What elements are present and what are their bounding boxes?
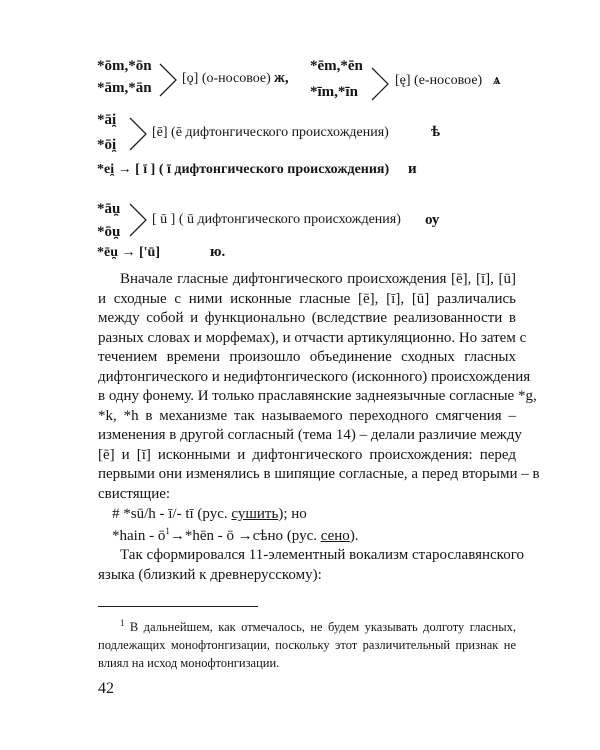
text-line: свистящие:	[98, 485, 171, 502]
text-line: Вначале гласные дифтонгического происхождения [ē], [ī], [ū]	[120, 271, 516, 287]
scheme-r2-b: *ōi̯	[97, 137, 117, 153]
scheme-r5-glyph: ю.	[210, 244, 226, 260]
scheme-r4-glyph: оу	[425, 212, 440, 228]
scheme-r2-glyph: ѣ	[431, 124, 441, 140]
scheme-r1-left-a: *ōm,*ōn	[97, 58, 152, 74]
text-line: [ē] и [ī] исконными и дифтонгического происхождения: перед	[98, 446, 516, 463]
paragraph-second	[98, 546, 524, 585]
text-line: течением времени произошло объединение сходных гласных	[98, 349, 516, 365]
scheme-r1-right-a: *ēm,*ēn	[310, 58, 363, 74]
scheme-r1-left-b: *ām,*ān	[97, 80, 152, 96]
text-line: в одну фонему. И только праславянские заднеязычные согласные *g,	[98, 388, 537, 404]
scheme-r1-right-b: *īm,*īn	[310, 84, 358, 100]
scheme-r2-text: [ē] (ē дифтонгического происхождения)	[152, 125, 389, 140]
example-2-ref: (рус.	[286, 528, 318, 544]
example-1-tail: ); но	[278, 506, 307, 522]
text-line: дифтонгического и недифтонгического (исконного) происхождения	[98, 368, 531, 385]
example-1-word: сушить	[231, 506, 279, 522]
text-line: первыми они изменялись в шипящие согласные, а перед вторыми – в	[98, 466, 540, 482]
example-1-ref: (рус.	[197, 506, 228, 522]
example-2	[112, 526, 359, 545]
text-line: языка (близкий к древнерусскому):	[98, 566, 322, 583]
scheme-r3-glyph: и	[408, 161, 417, 177]
scheme-r1-right-glyph: ѧ	[493, 72, 501, 88]
text-line: между собой и функционально (вследствие реализованности в	[98, 310, 516, 326]
example-2-footnote-ref: 1	[165, 526, 170, 536]
example-1	[112, 506, 307, 523]
example-2-prefix: *hain - ō	[112, 528, 166, 544]
example-1-prefix: # *sū/h - ī/- tī	[112, 506, 194, 522]
scheme-r3-text: *ei̯ → [ ī ] ( ī дифтонгического происхождения)	[97, 162, 390, 177]
footnote-line: влиял на исход монофтонгизации.	[98, 656, 280, 671]
example-2-mid: →*hēn - ō →сѣно	[169, 528, 284, 544]
scheme-r1-mid-glyph: ж,	[274, 70, 289, 86]
example-2-word: сено	[320, 528, 350, 544]
scheme-r1-mid: [ǫ] (о-носовое)	[182, 71, 271, 86]
text-line: разных словах и морфемах), и отчасти артикуляционно. Но затем с	[98, 329, 527, 346]
text-line: Так сформировался 11-элементный вокализм старославянского	[120, 547, 524, 563]
paragraph-main	[98, 270, 540, 504]
scheme-r1-right: [ę] (е-носовое)	[395, 73, 483, 88]
brace-icon	[158, 62, 180, 98]
page-number: 42	[98, 680, 114, 697]
footnote-line: подлежащих монофтонгизации, поскольку этот различительный признак не	[98, 638, 516, 653]
brace-icon	[370, 66, 392, 102]
scheme-r5-text: *ēu̯ → ['ū]	[97, 245, 160, 260]
footnote	[98, 614, 516, 672]
brace-icon	[128, 116, 150, 152]
example-2-tail: ).	[349, 528, 359, 544]
text-line: и сходные с ними исконные гласные [ē], [ī], [ū] различались	[98, 290, 516, 307]
footnote-line	[98, 614, 516, 636]
footnote-text: В дальнейшем, как отмечалось, не будем указывать долготу гласных,	[129, 620, 516, 635]
scheme-r2-a: *āi̯	[97, 112, 117, 128]
text-line: изменения в другой согласный (тема 14) – делали различие между	[98, 427, 522, 443]
footnote-number: 1	[120, 618, 125, 628]
brace-icon	[128, 202, 150, 238]
scheme-r4-text: [ ū ] ( ū дифтонгического происхождения)	[152, 212, 401, 227]
scheme-r4-a: *āu̯	[97, 201, 121, 217]
scheme-r4-b: *ōu̯	[97, 224, 121, 240]
text-line: *k, *h в механизме так называемого переходного смягчения –	[98, 407, 516, 424]
footnote-divider	[98, 606, 258, 607]
